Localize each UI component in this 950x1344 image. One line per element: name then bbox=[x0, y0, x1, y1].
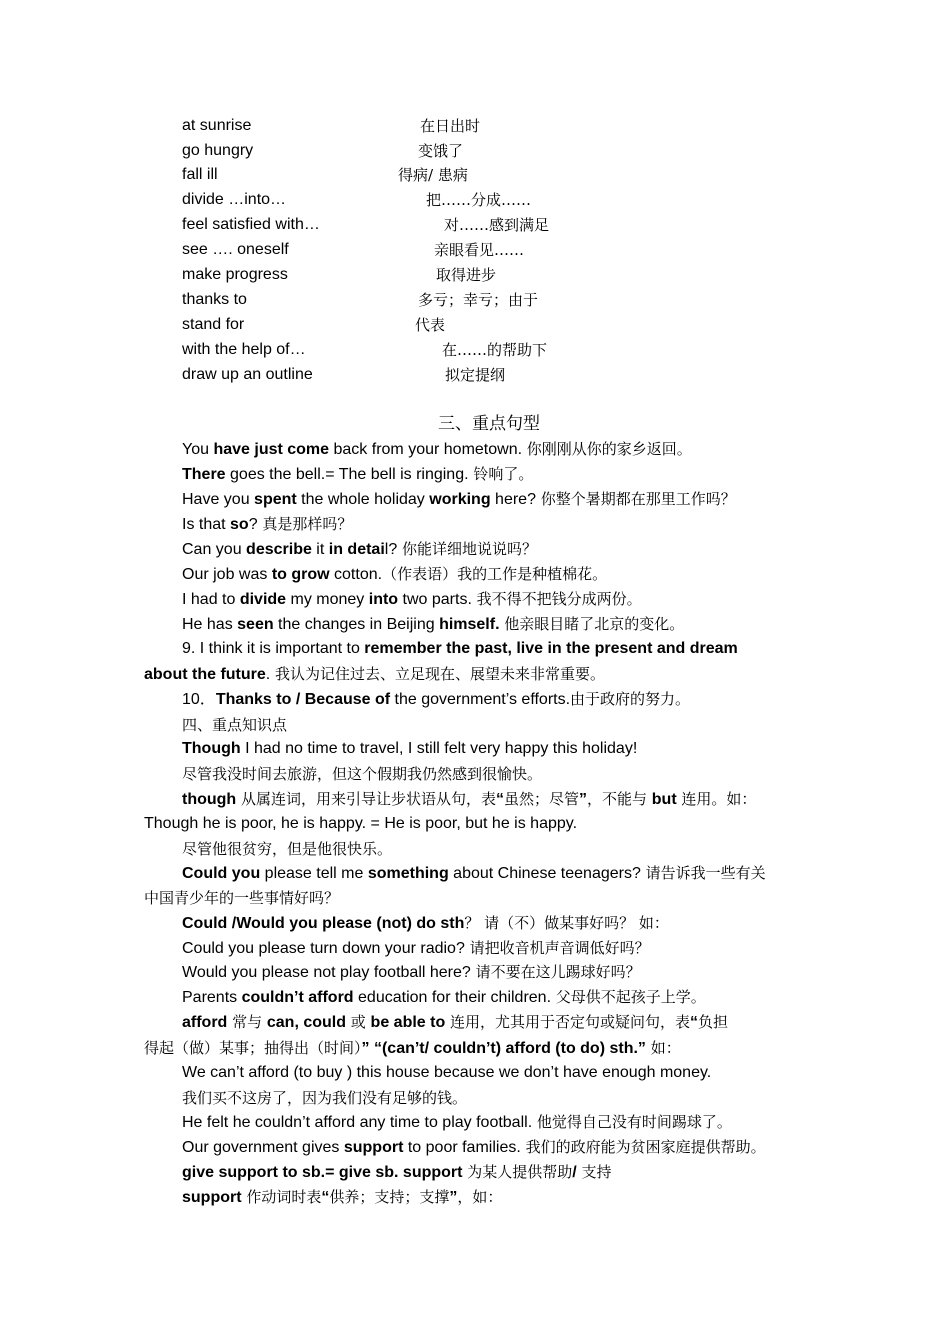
phrase-cn: 亲眼看见…… bbox=[434, 241, 525, 259]
phrase-en: make progress bbox=[182, 266, 288, 283]
knowledge-line: though 从属连词，用来引导让步状语从句，表“虽然；尽管”，不能与 but 连用。如： bbox=[182, 790, 757, 808]
phrase-cn: 代表 bbox=[415, 316, 446, 334]
phrase-en: thanks to bbox=[182, 291, 247, 308]
phrase-en: go hungry bbox=[182, 142, 254, 159]
section-heading: 三、重点句型 bbox=[438, 414, 540, 434]
knowledge-line: Could /Would you please (not) do sth？ 请（不）做某事好吗？ 如： bbox=[182, 914, 669, 932]
sentence-2: There goes the bell.= The bell is ringing. 铃响了。 bbox=[182, 465, 534, 483]
phrase-cn: 多亏；幸亏；由于 bbox=[418, 291, 539, 309]
knowledge-line: Though I had no time to travel, I still felt very happy this holiday! bbox=[182, 740, 638, 757]
sentence-6: Our job was to grow cotton.（作表语）我的工作是种植棉花。 bbox=[182, 565, 608, 583]
phrase-en: fall ill bbox=[182, 166, 218, 183]
phrase-cn: 取得进步 bbox=[436, 266, 497, 284]
phrase-en: feel satisfied with… bbox=[182, 216, 320, 233]
phrase-cn: 对……感到满足 bbox=[444, 216, 550, 234]
phrase-cn: 在日出时 bbox=[420, 117, 481, 135]
knowledge-line: Our government gives support to poor families. 我们的政府能为贫困家庭提供帮助。 bbox=[182, 1138, 766, 1156]
sentence-5: Can you describe it in detail? 你能详细地说说吗？ bbox=[182, 540, 537, 558]
section-heading: 四、重点知识点 bbox=[182, 716, 288, 734]
knowledge-line-cont: 得起（做）某事；抽得出（时间）” “(can’t/ couldn’t) afford (to do) sth.” 如： bbox=[144, 1039, 681, 1057]
sentence-8: He has seen the changes in Beijing himself. 他亲眼目睹了北京的变化。 bbox=[182, 615, 685, 633]
knowledge-example: Would you please not play football here? 请不要在这儿踢球好吗？ bbox=[182, 963, 641, 981]
phrase-en: with the help of… bbox=[182, 341, 306, 358]
sentence-10: 10．Thanks to / Because of the government’s efforts.由于政府的努力。 bbox=[182, 690, 691, 708]
sentence-7: I had to divide my money into two parts. 我不得不把钱分成两份。 bbox=[182, 590, 642, 608]
sentence-9-cont: about the future. 我认为记住过去、立足现在、展望未来非常重要。 bbox=[144, 665, 605, 683]
knowledge-line: support 作动词时表“供养；支持；支撑”，如： bbox=[182, 1188, 503, 1206]
sentence-1: You have just come back from your hometown. 你刚刚从你的家乡返回。 bbox=[182, 440, 692, 458]
sentence-9: 9. I think it is important to remember the past, live in the present and dream bbox=[182, 640, 738, 657]
knowledge-cn: 我们买不这房了，因为我们没有足够的钱。 bbox=[182, 1089, 468, 1107]
knowledge-line: give support to sb.= give sb. support 为某人提供帮助/ 支持 bbox=[182, 1163, 612, 1181]
phrase-cn: 把……分成…… bbox=[426, 191, 532, 209]
phrase-cn: 在……的帮助下 bbox=[442, 341, 548, 359]
phrase-cn: 变饿了 bbox=[418, 142, 464, 160]
knowledge-example: Could you please turn down your radio? 请把收音机声音调低好吗？ bbox=[182, 939, 650, 957]
phrase-en: draw up an outline bbox=[182, 366, 313, 383]
knowledge-line: afford 常与 can, could 或 be able to 连用，尤其用于否定句或疑问句，表“负担 bbox=[182, 1013, 729, 1031]
knowledge-line: Parents couldn’t afford education for their children. 父母供不起孩子上学。 bbox=[182, 988, 706, 1006]
phrase-en: at sunrise bbox=[182, 117, 252, 134]
phrase-en: divide …into… bbox=[182, 191, 287, 208]
knowledge-example: He felt he couldn’t afford any time to play football. 他觉得自己没有时间踢球了。 bbox=[182, 1113, 732, 1131]
knowledge-cn: 中国青少年的一些事情好吗？ bbox=[144, 889, 340, 907]
knowledge-cn: 尽管他很贫穷，但是他很快乐。 bbox=[182, 840, 393, 858]
phrase-cn: 拟定提纲 bbox=[445, 366, 506, 384]
knowledge-example: Though he is poor, he is happy. = He is poor, but he is happy. bbox=[144, 815, 578, 832]
knowledge-cn: 尽管我没时间去旅游，但这个假期我仍然感到很愉快。 bbox=[182, 765, 543, 783]
sentence-4: Is that so? 真是那样吗？ bbox=[182, 515, 353, 533]
phrase-en: see …. oneself bbox=[182, 241, 289, 258]
knowledge-line: Could you please tell me something about Chinese teenagers? 请告诉我一些有关 bbox=[182, 864, 766, 882]
phrase-cn: 得病/ 患病 bbox=[398, 166, 468, 184]
sentence-3: Have you spent the whole holiday working here? 你整个暑期都在那里工作吗？ bbox=[182, 490, 736, 508]
phrase-en: stand for bbox=[182, 316, 245, 333]
knowledge-example: We can’t afford (to buy ) this house because we don’t have enough money. bbox=[182, 1064, 712, 1081]
